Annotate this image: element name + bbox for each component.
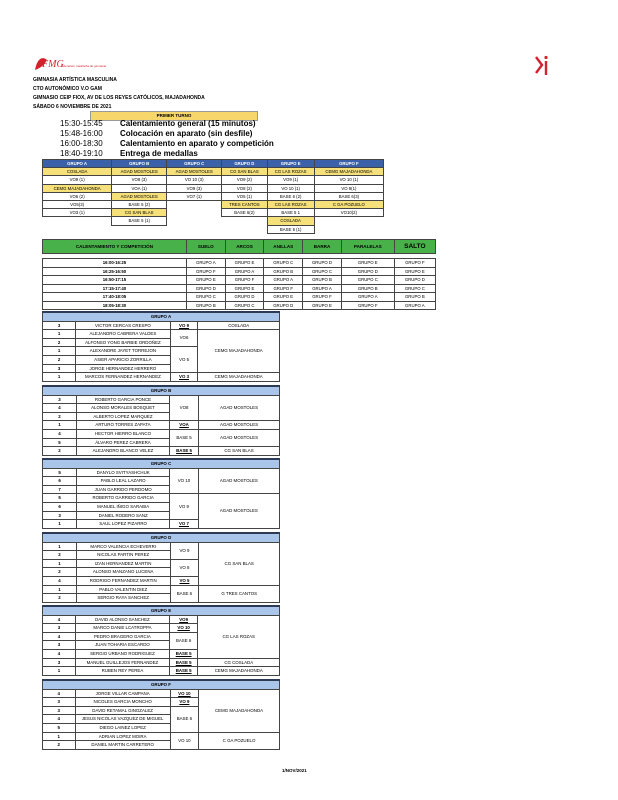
group-list-title: GRUPO F (43, 680, 280, 689)
rotation-cell: GRUPO B (186, 301, 225, 310)
rotation-row (43, 276, 436, 285)
rotation-cell: GRUPO A (303, 284, 342, 293)
athlete-club: AGAD MOSTOLES (199, 395, 280, 421)
athlete-number: 6 (43, 477, 77, 486)
groups-cell (314, 225, 383, 233)
rotation-cell: GRUPO F (341, 301, 394, 310)
athlete-number: 5 (43, 494, 77, 503)
athlete-number: 1 (43, 520, 77, 529)
athlete-level: VO 9 (170, 542, 199, 559)
groups-cell: VO3 (1) (43, 209, 112, 217)
groups-cell: C GA POZUELO (314, 201, 383, 209)
athlete-row (43, 732, 280, 741)
groups-cell: AGAD MOSTOLES (112, 168, 167, 176)
schedule-time: 18:40-19:10 (60, 149, 103, 158)
header-line: CTO AUTONÓMICO V.O GAM (33, 86, 102, 92)
athlete-club: CEMG MAJADAHONDA (198, 373, 280, 382)
rotation-header: SALTO (394, 240, 435, 254)
group-list-title: GRUPO C (43, 459, 280, 468)
rotation-cell: GRUPO E (225, 259, 264, 268)
rotation-cell: GRUPO D (341, 267, 394, 276)
athlete-level: VO 9 (170, 321, 198, 330)
rotation-cell: GRUPO E (225, 284, 264, 293)
athlete-number: 3 (43, 364, 76, 373)
groups-cell (167, 225, 222, 233)
rotation-cell: GRUPO D (186, 284, 225, 293)
rotation-cell: GRUPO C (264, 259, 303, 268)
athlete-row (43, 468, 280, 477)
rotation-header: ANILLAS (264, 240, 303, 254)
athlete-club: CEMG MAJADAHONDA (198, 667, 280, 676)
athlete-name: DIEGO LAINEZ LOPEZ (75, 723, 170, 732)
athlete-club: CG SAN BLAS (199, 447, 280, 456)
turno-schedule (60, 119, 280, 159)
header-line: GIMNASIA ARTÍSTICA MASCULINA (33, 77, 117, 83)
athlete-row (43, 615, 280, 624)
groups-cell: VO10(2) (314, 209, 383, 217)
rotation-cell: GRUPO E (341, 259, 394, 268)
athlete-name: MARCO DANIE LCATROPPA (76, 624, 170, 633)
athlete-club: CEMG MAJADAHONDA (198, 330, 280, 373)
groups-cell: VO5 (1) (222, 192, 267, 200)
rotation-cell: GRUPO F (225, 276, 264, 285)
group-header: GRUPO C (167, 160, 222, 168)
groups-cell (222, 217, 267, 225)
schedule-row (60, 129, 280, 139)
athlete-number: 3 (43, 658, 76, 667)
athlete-name: DANIEL MARTIN CARRETERO (75, 741, 170, 750)
athlete-number: 1 (43, 585, 77, 594)
rotation-row (43, 284, 436, 293)
fmg-logo (33, 54, 107, 74)
athlete-number: 3 (43, 395, 77, 404)
groups-cell: CG LAS ROZAS (267, 168, 314, 176)
rotation-cell: GRUPO A (225, 267, 264, 276)
athlete-name: IZAN HERNANDEZ MARTIN (76, 559, 170, 568)
rotation-cell: GRUPO B (303, 276, 342, 285)
schedule-row (60, 149, 280, 159)
athlete-number: 1 (43, 732, 76, 741)
athlete-level: BASE 5 (169, 658, 198, 667)
schedule-activity: Calentamiento en aparato y competición (120, 139, 274, 148)
athlete-club: CG COSLADA (198, 658, 280, 667)
group-header: GRUPO E (267, 160, 314, 168)
group-list-title: GRUPO A (43, 312, 280, 321)
athlete-name: SERGIO URBANO RODRIGUEZ (76, 649, 170, 658)
header-line: GIMNASIO CEIP FIOX, AV DE LOS REYES CATÓLICOS, MAJADAHONDA (33, 95, 205, 101)
athlete-name: PABLO VALENTIN DIEZ (76, 585, 170, 594)
athlete-level: VO 10 (170, 468, 199, 494)
athlete-level: VO 8 (170, 559, 199, 576)
rotation-cell: GRUPO D (225, 293, 264, 302)
schedule-time: 16:00-18:30 (60, 139, 103, 148)
athlete-level: BASE 6 (169, 632, 198, 649)
groups-cell (43, 217, 112, 225)
athlete-name: DANYLO SVITYASHCHUK (77, 468, 170, 477)
athlete-number: 2 (43, 594, 77, 603)
athlete-number: 4 (43, 632, 76, 641)
groups-cell: VO6 (2) (43, 192, 112, 200)
rotation-cell: GRUPO C (186, 293, 225, 302)
groups-row (43, 209, 384, 217)
athlete-name: SAUL LOPEZ PIZARRO (77, 520, 170, 529)
athlete-number: 6 (43, 502, 77, 511)
athlete-name: JUAN TOHARIA ESCARDO (76, 641, 170, 650)
athlete-level: VO 9 (170, 494, 199, 520)
group-list-table (42, 385, 280, 456)
athlete-number: 4 (43, 576, 77, 585)
athlete-name: RODRIGO FERNANDEZ MARTIN (76, 576, 170, 585)
athlete-level: VO 9 (170, 698, 198, 707)
groups-cell: VO 10 (3) (167, 176, 222, 184)
groups-cell (43, 225, 112, 233)
groups-cell: BASE 5 (1) (112, 217, 167, 225)
athlete-name: NICOLAS PARTIN PEREZ (76, 551, 170, 560)
rotation-cell: GRUPO F (394, 259, 435, 268)
footer-date: 1/NOV/2021 (282, 768, 307, 773)
group-header: GRUPO F (314, 160, 383, 168)
groups-cell: CG LAS ROZAS (267, 201, 314, 209)
groups-cell (222, 225, 267, 233)
rotation-cell: GRUPO F (303, 293, 342, 302)
athlete-name: JESUS NICOLAS VAZQUEZ DE MIGUEL (75, 715, 170, 724)
athlete-number: 1 (43, 559, 77, 568)
rotation-cell: GRUPO B (394, 293, 435, 302)
schedule-activity: Calentamiento general (15 minutos) (120, 119, 256, 128)
rotation-table (42, 239, 436, 310)
athlete-number: 1 (43, 330, 76, 339)
athlete-number: 1 (43, 542, 77, 551)
athlete-level: VO 5 (170, 576, 199, 585)
athlete-name: JORGE HERNANDEZ HERRERO (76, 364, 171, 373)
athlete-number: 3 (43, 698, 76, 707)
groups-row (43, 217, 384, 225)
groups-cell: CG SAN BLAS (222, 168, 267, 176)
rotation-time: 16:50-17:15 (43, 276, 187, 285)
rotation-header: PARALELAS (341, 240, 394, 254)
athlete-club: AGAD MOSTOLES (198, 494, 279, 528)
athlete-club: CG LAS ROZAS (198, 615, 280, 658)
athlete-name: DAVID ALONSO SANCHEZ (76, 615, 170, 624)
athlete-row (43, 689, 280, 698)
group-header: GRUPO B (112, 160, 167, 168)
groups-cell: VO5(3) (43, 201, 112, 209)
athlete-row (43, 395, 280, 404)
groups-cell: VO9 (2) (222, 176, 267, 184)
athlete-number: 5 (43, 468, 77, 477)
athlete-row (43, 585, 280, 594)
groups-cell: COSLADA (267, 217, 314, 225)
athlete-level: BASE 5 (170, 429, 199, 446)
groups-cell: AGAD MOSTOLES (112, 192, 167, 200)
rotation-time: 18:05-18:30 (43, 301, 187, 310)
groups-cell: CEMG MAJADAHONDA (314, 168, 383, 176)
athlete-club: AGAD MOSTOLES (199, 421, 280, 430)
athlete-level: VO 10 (170, 732, 198, 749)
athlete-level: VO 10 (169, 624, 198, 633)
groups-cell: CG SAN BLAS (112, 209, 167, 217)
athlete-level: VO8 (170, 395, 199, 421)
athlete-level: BASE 6 (170, 706, 198, 732)
rotation-cell: GRUPO A (264, 276, 303, 285)
groups-cell: VO9 (1) (267, 176, 314, 184)
group-list-table (42, 532, 280, 603)
athlete-number: 1 (43, 347, 76, 356)
athlete-level: BASE 5 (169, 649, 198, 658)
groups-cell: VO 10 (1) (267, 184, 314, 192)
groups-row (43, 176, 384, 184)
athlete-name: PEDRO BRAGERO GARCIA (76, 632, 170, 641)
athlete-name: JORGE VILLAR CAMPANA (75, 689, 170, 698)
logo-text: FMG (42, 59, 64, 70)
athlete-level: BASE 5 (169, 667, 198, 676)
athlete-number: 2 (43, 338, 76, 347)
athlete-club: COSLADA (198, 321, 280, 330)
athlete-name: ROBERTO GARCIA PONCE (76, 395, 169, 404)
groups-cell: VO8 (3) (112, 176, 167, 184)
athlete-number: 4 (43, 689, 76, 698)
athlete-name: SERGIO RAYA SANCHEZ (76, 594, 170, 603)
athlete-row (43, 542, 280, 551)
group-list-table (42, 605, 280, 676)
group-list-title: GRUPO B (43, 386, 280, 395)
groups-row (43, 192, 384, 200)
rotation-cell: GRUPO D (303, 259, 342, 268)
athlete-number: 2 (43, 568, 77, 577)
rotation-cell: GRUPO C (303, 267, 342, 276)
athlete-club: C GA POZUELO (199, 732, 280, 749)
rotation-cell: GRUPO A (341, 293, 394, 302)
athlete-name: ARTURO TORRES ZAPATA (76, 421, 169, 430)
rotation-cell: GRUPO F (264, 284, 303, 293)
athlete-level: BASE 6 (170, 585, 199, 602)
athlete-number: 2 (43, 412, 77, 421)
rotation-header: BARRA (303, 240, 342, 254)
athlete-name: ALONSO MANZANO LUCENA (76, 568, 170, 577)
groups-row (43, 201, 384, 209)
rotation-row (43, 293, 436, 302)
rotation-cell: GRUPO E (394, 267, 435, 276)
groups-cell (314, 217, 383, 225)
groups-cell: TRES CANTOS (222, 201, 267, 209)
athlete-number: 1 (43, 373, 76, 382)
group-list-table (42, 311, 280, 382)
rotation-row (43, 259, 436, 268)
athlete-name: MARCO VALENCIA ECHEVERRI (76, 542, 170, 551)
athlete-row (43, 494, 280, 503)
athlete-name: ROBERTO GARRIDO GARCIA (77, 494, 170, 503)
rotation-cell: GRUPO D (394, 276, 435, 285)
rotation-time: 16:00-16:25 (43, 259, 187, 268)
groups-cell: VO 10 (1) (314, 176, 383, 184)
schedule-activity: Colocación en aparato (sin desfile) (120, 129, 253, 138)
schedule-activity: Entrega de medallas (120, 149, 198, 158)
groups-cell: VO7 (1) (167, 192, 222, 200)
groups-cell (167, 209, 222, 217)
athlete-number: 1 (43, 421, 77, 430)
schedule-row (60, 139, 280, 149)
athlete-club: AGAD MOSTOLES (198, 468, 279, 494)
athlete-level: BASE 5 (170, 447, 199, 456)
athlete-number: 5 (43, 723, 76, 732)
athlete-number: 4 (43, 715, 76, 724)
groups-cell (167, 201, 222, 209)
athlete-row (43, 429, 280, 438)
groups-row (43, 184, 384, 192)
athlete-name: RUBEN REY PEREA (76, 667, 170, 676)
rotation-cell: GRUPO E (264, 293, 303, 302)
athlete-number: 3 (43, 511, 77, 520)
athlete-name: ALEXANDRE JAYET TORREJON (76, 347, 171, 356)
athlete-name: MARCOS FERNANDEZ HERNANDEZ (76, 373, 171, 382)
athlete-number: 2 (43, 355, 76, 364)
groups-cell: BASE 6 (2) (267, 192, 314, 200)
header-line: SÁBADO 6 NOVIEMBRE DE 2021 (33, 104, 112, 110)
athlete-club: AGAD MOSTOLES (199, 429, 280, 446)
groups-cell: BASE 5 (2) (112, 201, 167, 209)
athlete-name: ASIER APARICIO ZORRILLA (76, 355, 171, 364)
athlete-name: DANIEL RODERO SANZ (77, 511, 170, 520)
schedule-time: 15:48-16:00 (60, 129, 103, 138)
athlete-level: VO6 (170, 330, 198, 347)
groups-cell (112, 225, 167, 233)
athlete-number: 2 (43, 551, 77, 560)
athlete-row (43, 321, 280, 330)
group-list-table (42, 458, 280, 529)
rotation-cell: GRUPO B (264, 267, 303, 276)
group-header: GRUPO A (43, 160, 112, 168)
rotation-header: CALENTAMIENTO Y COMPETICIÓN (43, 240, 187, 254)
athlete-number: 4 (43, 429, 77, 438)
athlete-name: NICOLES GARCIA MONCHO (75, 698, 170, 707)
athlete-row (43, 330, 280, 339)
athlete-number: 4 (43, 404, 77, 413)
athlete-name: ALONSO MORALES BOSQUET (76, 404, 169, 413)
athlete-row (43, 667, 280, 676)
group-list-title: GRUPO D (43, 533, 280, 542)
rotation-cell: GRUPO A (186, 259, 225, 268)
athlete-level: VO 3 (170, 373, 198, 382)
athlete-number: 2 (43, 447, 77, 456)
groups-row (43, 225, 384, 233)
group-header: GRUPO D (222, 160, 267, 168)
groups-cell: BASE 6(3) (314, 192, 383, 200)
athlete-name: VICTOR CERCAS CRESPO (76, 321, 171, 330)
athlete-row (43, 658, 280, 667)
athlete-name: ÁLVARO PEREZ CABRERA (76, 438, 169, 447)
groups-cell: BASE 5 1 (267, 209, 314, 217)
athlete-number: 4 (43, 615, 76, 624)
rotation-cell: GRUPO C (225, 301, 264, 310)
rotation-time: 16:25-16:50 (43, 267, 187, 276)
athlete-name: JUAN GARRIDO PERDOMO (77, 485, 170, 494)
rotation-header: SUELO (186, 240, 225, 254)
athlete-name: MANUEL GUILLEJOS FERNANDEZ (76, 658, 170, 667)
athlete-club: G TRES CANTOS (199, 585, 280, 602)
logo-subtext: federación madrileña de gimnasia (61, 64, 107, 68)
athlete-number: 7 (43, 485, 77, 494)
athlete-number: 3 (43, 706, 76, 715)
athlete-name: ALBERTO LOPEZ MARQUEZ (76, 412, 169, 421)
rotation-time: 17:15-17:40 (43, 284, 187, 293)
rotation-cell: GRUPO D (264, 301, 303, 310)
schedule-time: 15:30-15:45 (60, 119, 103, 128)
athlete-number: 3 (43, 641, 76, 650)
athlete-row (43, 447, 280, 456)
athlete-number: 4 (43, 649, 76, 658)
schedule-row (60, 119, 280, 129)
header-lines (33, 76, 205, 112)
athlete-name: ALFONSO YONG BARBIE ORDOÑEZ (76, 338, 171, 347)
groups-cell: VO9 (1) (43, 176, 112, 184)
rotation-cell: GRUPO C (394, 284, 435, 293)
athlete-level: VO 7 (170, 520, 199, 529)
rotation-row (43, 301, 436, 310)
athlete-name: ALEJANDRO CABRERA VALDES (76, 330, 171, 339)
rotation-cell: GRUPO E (303, 301, 342, 310)
rotation-cell: GRUPO F (186, 267, 225, 276)
athlete-club: CG SAN BLAS (199, 542, 280, 585)
groups-cell: VO 9(1) (314, 184, 383, 192)
athlete-name: HECTOR HIERRO BLANCO (76, 429, 169, 438)
athlete-level: VO 10 (170, 689, 198, 698)
groups-table (42, 159, 384, 234)
groups-cell (167, 217, 222, 225)
rotation-cell: GRUPO C (341, 276, 394, 285)
groups-cell: COSLADA (43, 168, 112, 176)
groups-row (43, 168, 384, 176)
groups-cell: AGAD MOSTOLES (167, 168, 222, 176)
athlete-level: VO9 (169, 615, 198, 624)
groups-cell: VOA (1) (112, 184, 167, 192)
rotation-header: ARCOS (225, 240, 264, 254)
groups-cell: CEMG MAJADAHONDA (43, 184, 112, 192)
groups-cell: BASE 5 (1) (267, 225, 314, 233)
athlete-club: CEMG MAJADAHONDA (199, 689, 280, 732)
rotation-row (43, 267, 436, 276)
athlete-row (43, 373, 280, 382)
group-list-title: GRUPO E (43, 606, 280, 615)
brand-mark-icon (534, 55, 552, 77)
athlete-number: 2 (43, 741, 76, 750)
rotation-cell: GRUPO A (394, 301, 435, 310)
rotation-time: 17:40-18:05 (43, 293, 187, 302)
athlete-number: 3 (43, 624, 76, 633)
athlete-name: DAVID RETAMAL GINOZALEZ (75, 706, 170, 715)
athlete-name: MANUEL IÑIGO SARABIA (77, 502, 170, 511)
athlete-number: 3 (43, 321, 76, 330)
athlete-name: ADRIAN LOPEZ MOIRA (75, 732, 170, 741)
athlete-number: 1 (43, 667, 76, 676)
rotation-cell: GRUPO E (186, 276, 225, 285)
groups-cell: VO8 (2) (222, 184, 267, 192)
groups-cell: BASE 6(2) (222, 209, 267, 217)
rotation-cell: GRUPO B (341, 284, 394, 293)
athlete-name: PABLO LEAL LAZARO (77, 477, 170, 486)
groups-cell: VO9 (3) (167, 184, 222, 192)
athlete-name: ALEJANDRO BLANCO VELEZ (76, 447, 169, 456)
athlete-row (43, 421, 280, 430)
turno-title: PRIMER TURNO (90, 111, 258, 121)
athlete-level: VO 5 (170, 347, 198, 373)
athlete-number: 5 (43, 438, 77, 447)
group-list-table (42, 679, 280, 750)
athlete-level: VOA (170, 421, 199, 430)
